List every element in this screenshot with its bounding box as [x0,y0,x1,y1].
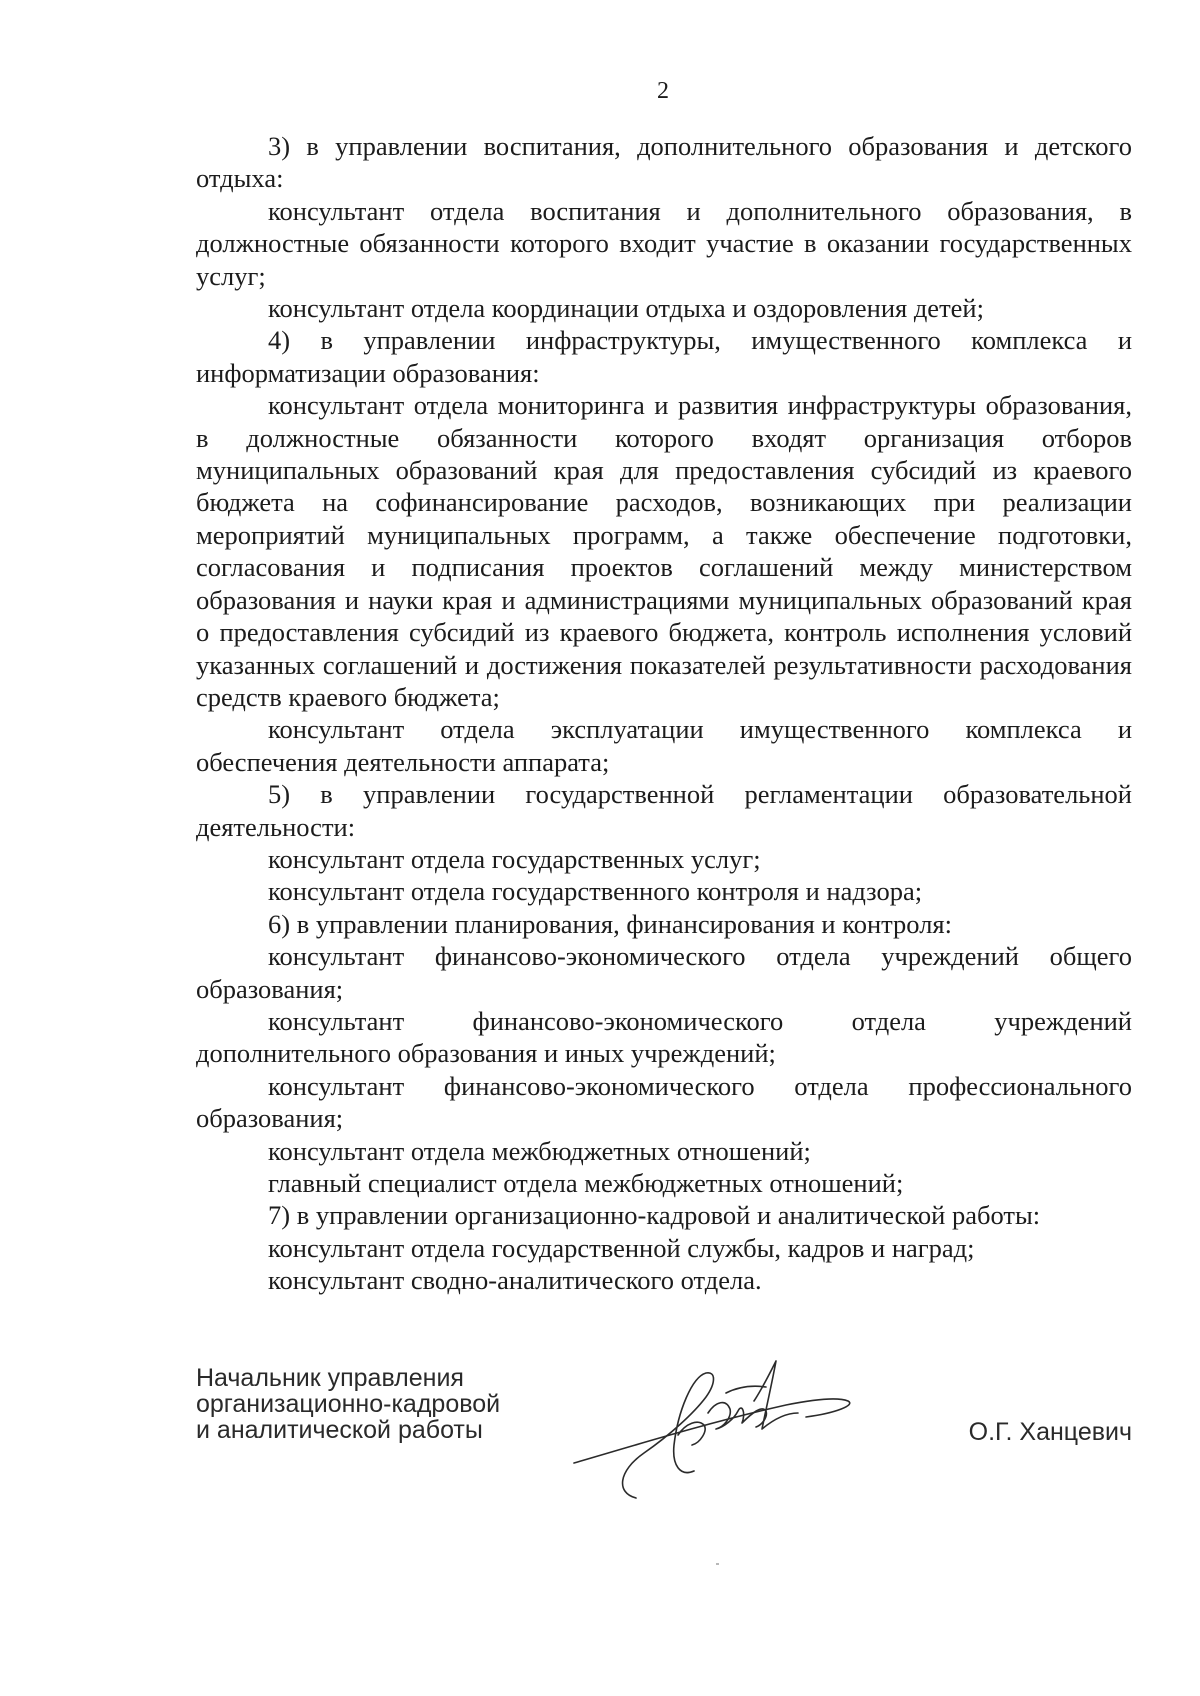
paragraph: консультант отдела воспитания и дополнительного образования, в должностные обязанности которого входит участие в оказании государственных услуг; [196,195,1132,291]
paragraph: консультант финансово-экономического отдела учреждений общего образования; [196,941,1132,1004]
scan-artifact [716,1563,719,1565]
signature-block [196,1365,1132,1525]
paragraph: 3) в управлении воспитания, дополнительного образования и детского отдыха: [196,131,1132,194]
paragraph: консультант финансово-экономического отдела профессионального образования; [196,1070,1132,1134]
paragraph: консультант отдела эксплуатации имущественного комплекса и обеспечения деятельности аппарата; [196,714,1132,777]
paragraph: главный специалист отдела межбюджетных отношений; [268,1168,904,1198]
signatory-position-line: и аналитической работы [196,1416,483,1444]
handwritten-signature [566,1353,866,1503]
document-body [196,130,1132,1297]
paragraph: 4) в управлении инфраструктуры, имущественного комплекса и информатизации образования: [196,325,1132,388]
paragraph: 7) в управлении организационно-кадровой и аналитической работы: [268,1200,1041,1231]
paragraph: консультант отдела государственного контроля и надзора; [268,876,923,907]
paragraph: консультант отдела государственной службы, кадров и наград; [268,1232,975,1263]
page-number: 2 [657,78,669,104]
paragraph: консультант отдела мониторинга и развития инфраструктуры образования, в должностные обязанности которого входят организация отборов муниципальных образований края для предоставления субсидий из краевого бюджета на софинансирование расходов, возникающих при реализации мероприятий муниципальных программ, а также обеспечение подготовки, согласования и подписания проектов соглашений между министерством образования и науки края и администрациями муниципальных образований края о предоставления субсидий из краевого бюджета, контроль исполнения условий указанных соглашений и достижения показателей результативности расходования средств краевого бюджета; [196,390,1132,712]
paragraph: консультант финансово-экономического отдела учреждений дополнительного образования и иных учреждений; [196,1005,1132,1069]
signatory-position-line: организационно-кадровой [196,1390,501,1418]
signatory-position-line: Начальник управления [196,1364,464,1392]
paragraph: консультант отдела межбюджетных отношений; [268,1135,811,1166]
paragraph: 6) в управлении планирования, финансирования и контроля: [268,908,952,939]
paragraph: консультант отдела государственных услуг; [268,843,761,874]
paragraph: консультант отдела координации отдыха и оздоровления детей; [268,293,984,324]
signatory-position [196,1365,500,1443]
signatory-name: О.Г. Ханцевич [968,1418,1132,1446]
paragraph: консультант сводно-аналитического отдела. [268,1265,762,1296]
paragraph: 5) в управлении государственной регламентации образовательной деятельности: [196,779,1132,842]
